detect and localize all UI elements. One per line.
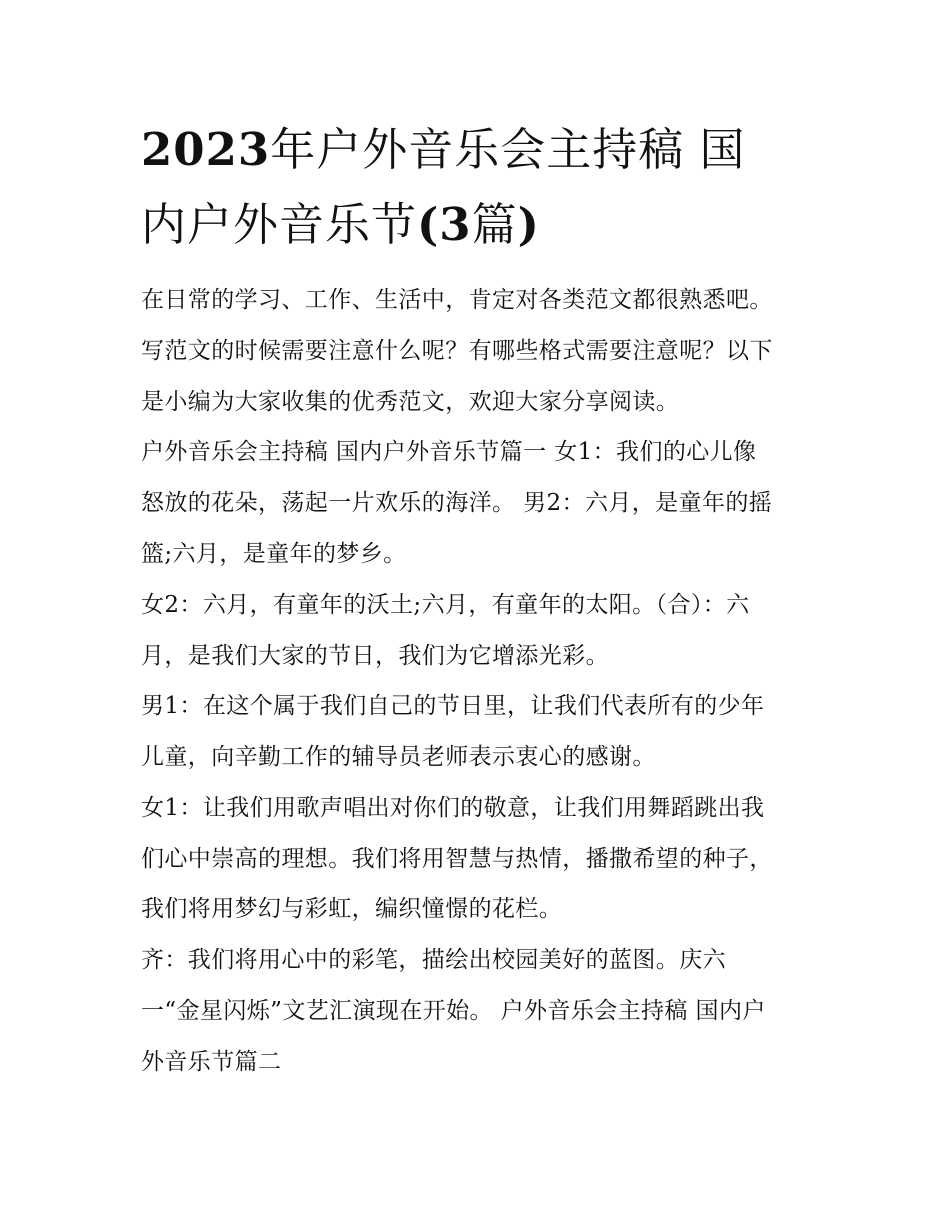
body-line: 户外音乐会主持稿 国内户外音乐节篇一 女1：我们的心儿像 <box>141 439 757 465</box>
body-line: 一“金星闪烁”文艺汇演现在开始。 户外音乐会主持稿 国内户 <box>141 998 766 1024</box>
title-text-2: 内户外音乐节 <box>141 198 418 251</box>
title-text-1: 年户外音乐会主持稿 国 <box>270 123 746 176</box>
body-line: 外音乐节篇二 <box>141 1049 282 1075</box>
title-count-open: (3 <box>417 198 472 251</box>
document-title-line-2 <box>141 198 540 251</box>
body-line: 男1：在这个属于我们自己的节日里，让我们代表所有的少年 <box>141 693 765 719</box>
body-line: 怒放的花朵，荡起一片欢乐的海洋。 男2：六月，是童年的摇 <box>141 490 773 516</box>
title-count-close: ) <box>517 198 540 251</box>
body-line: 在日常的学习、工作、生活中，肯定对各类范文都很熟悉吧。 <box>141 287 773 313</box>
title-year: 2023 <box>141 123 271 176</box>
document-title-line-1 <box>141 123 746 176</box>
title-count-unit: 篇 <box>471 198 518 251</box>
body-line: 女2：六月，有童年的沃土;六月，有童年的太阳。（合）：六 <box>141 592 750 618</box>
body-line: 女1：让我们用歌声唱出对你们的敬意，让我们用舞蹈跳出我 <box>141 795 765 821</box>
body-line: 月，是我们大家的节日，我们为它增添光彩。 <box>141 643 609 669</box>
body-line: 我们将用梦幻与彩虹，编织憧憬的花栏。 <box>141 896 563 922</box>
body-line: 齐：我们将用心中的彩笔，描绘出校园美好的蓝图。庆六 <box>141 947 726 973</box>
body-line: 儿童，向辛勤工作的辅导员老师表示衷心的感谢。 <box>141 744 656 770</box>
body-line: 写范文的时候需要注意什么呢？有哪些格式需要注意呢？以下 <box>141 338 773 364</box>
body-line: 篮;六月，是童年的梦乡。 <box>141 541 407 567</box>
body-line: 是小编为大家收集的优秀范文，欢迎大家分享阅读。 <box>141 389 680 415</box>
body-line: 们心中崇高的理想。我们将用智慧与热情，播撒希望的种子， <box>141 846 773 872</box>
